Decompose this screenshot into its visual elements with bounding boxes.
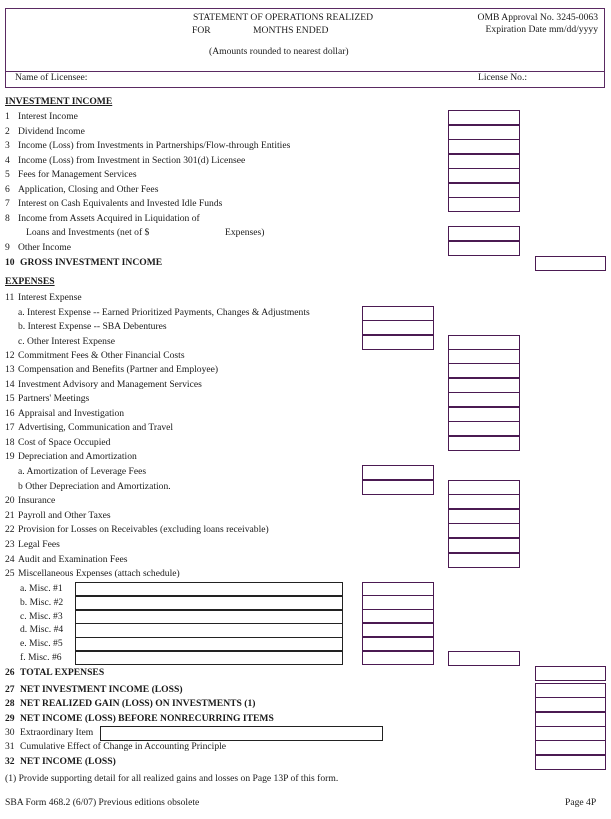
amount-field[interactable] [362, 637, 434, 651]
amounts-note: (Amounts rounded to nearest dollar) [209, 46, 349, 57]
line-label: Interest on Cash Equivalents and Invested Idle Funds [18, 198, 223, 209]
amount-field[interactable] [448, 139, 520, 155]
line-number: 12 [5, 350, 15, 361]
line-label: Other Income [18, 242, 72, 253]
line-label: Income (Loss) from Investment in Section 301(d) Licensee [18, 155, 246, 166]
line-number: 31 [5, 741, 15, 752]
license-number-label: License No.: [478, 72, 528, 83]
line-label: Provision for Losses on Receivables (excluding loans receivable) [18, 524, 269, 535]
amount-field[interactable] [448, 523, 520, 539]
amount-field[interactable] [448, 553, 520, 569]
line-label: c. Other Interest Expense [18, 336, 115, 347]
amount-field[interactable] [448, 226, 520, 242]
line-number: 26 [5, 667, 15, 678]
expiration-date: Expiration Date mm/dd/yyyy [485, 24, 598, 35]
line-label: Cumulative Effect of Change in Accounting Principle [20, 741, 227, 752]
misc-description-field[interactable] [75, 651, 343, 665]
line-number: 22 [5, 524, 15, 535]
months-ended-label: MONTHS ENDED [253, 25, 329, 36]
line-number: 6 [5, 184, 10, 195]
amount-field[interactable] [362, 480, 434, 496]
line-label: NET INVESTMENT INCOME (LOSS) [20, 684, 183, 695]
line-label: Application, Closing and Other Fees [18, 184, 159, 195]
misc-description-field[interactable] [75, 596, 343, 610]
section-heading: EXPENSES [5, 276, 55, 287]
amount-field[interactable] [448, 197, 520, 213]
amount-field[interactable] [362, 609, 434, 623]
line-number: 3 [5, 140, 10, 151]
line-number: 17 [5, 422, 15, 433]
line-number: 15 [5, 393, 15, 404]
line-number: 24 [5, 554, 15, 565]
amount-field[interactable] [448, 241, 520, 257]
amount-field[interactable] [448, 421, 520, 437]
line-label: a. Misc. #1 [20, 583, 63, 594]
line-label: Insurance [18, 495, 56, 506]
line-number: 5 [5, 169, 10, 180]
line-number: 18 [5, 437, 15, 448]
line-number: 27 [5, 684, 15, 695]
misc-description-field[interactable] [75, 610, 343, 624]
footnote: (1) Provide supporting detail for all realized gains and losses on Page 13P of this form. [5, 773, 339, 784]
amount-field[interactable] [535, 256, 606, 272]
line-label: Audit and Examination Fees [18, 554, 128, 565]
line-number: 30 [5, 727, 15, 738]
line-number: 16 [5, 408, 15, 419]
line-label: a. Interest Expense -- Earned Prioritized Payments, Changes & Adjustments [18, 307, 310, 318]
amount-field[interactable] [448, 494, 520, 510]
line-number: 13 [5, 364, 15, 375]
amount-field[interactable] [362, 623, 434, 637]
line-label: NET REALIZED GAIN (LOSS) ON INVESTMENTS (1) [20, 698, 256, 709]
line-label: Advertising, Communication and Travel [18, 422, 174, 433]
line-label: Interest Income [18, 111, 78, 122]
amount-field[interactable] [362, 595, 434, 609]
line-label: Compensation and Benefits (Partner and Employee) [18, 364, 219, 375]
line-label: Extraordinary Item [20, 727, 94, 738]
misc-description-field[interactable] [75, 623, 343, 637]
line-label: Investment Advisory and Management Services [18, 379, 202, 390]
line-number: 8 [5, 213, 10, 224]
form-number: SBA Form 468.2 (6/07) Previous editions obsolete [5, 797, 200, 808]
amount-field[interactable] [448, 436, 520, 452]
line-label: Income (Loss) from Investments in Partnerships/Flow-through Entities [18, 140, 291, 151]
line-label: e. Misc. #5 [20, 638, 63, 650]
amount-field[interactable] [448, 651, 520, 667]
misc-description-field[interactable] [75, 637, 343, 651]
misc-description-field[interactable] [75, 582, 343, 596]
line-number: 29 [5, 713, 15, 724]
line-label: Income from Assets Acquired in Liquidation of [18, 213, 200, 224]
amount-field[interactable] [362, 320, 434, 336]
line-label: NET INCOME (LOSS) [20, 756, 116, 767]
line-label: Legal Fees [18, 539, 60, 550]
amount-field[interactable] [535, 697, 606, 713]
amount-field[interactable] [448, 392, 520, 408]
line-number: 23 [5, 539, 15, 550]
line-label: Partners' Meetings [18, 393, 90, 404]
line-number: 14 [5, 379, 15, 390]
line-number: 11 [5, 292, 15, 303]
for-label: FOR [192, 25, 211, 36]
line-number: 1 [5, 111, 10, 122]
amount-field[interactable] [448, 110, 520, 126]
amount-field[interactable] [535, 755, 606, 771]
form-title: STATEMENT OF OPERATIONS REALIZED [193, 12, 374, 23]
line-label: Cost of Space Occupied [18, 437, 111, 448]
line-label: GROSS INVESTMENT INCOME [20, 257, 163, 268]
line-label: Depreciation and Amortization [18, 451, 137, 462]
section-heading: INVESTMENT INCOME [5, 96, 113, 107]
line-label: Interest Expense [18, 292, 82, 303]
line-number: 4 [5, 155, 10, 166]
line-number: 25 [5, 568, 15, 579]
amount-field[interactable] [535, 740, 606, 756]
line-label: Commitment Fees & Other Financial Costs [18, 350, 185, 361]
extraordinary-item-field[interactable] [100, 726, 383, 741]
line-number: 9 [5, 242, 10, 253]
line-label: Dividend Income [18, 126, 85, 137]
line-label: d. Misc. #4 [20, 624, 64, 636]
line-label-suffix: Expenses) [225, 227, 265, 238]
line-label: b. Interest Expense -- SBA Debentures [18, 321, 167, 332]
line-label: Fees for Management Services [18, 169, 137, 180]
omb-approval: OMB Approval No. 3245-0063 [477, 12, 598, 23]
line-label: Appraisal and Investigation [18, 408, 125, 419]
line-number: 7 [5, 198, 10, 209]
amount-field[interactable] [362, 651, 434, 665]
line-number: 10 [5, 257, 15, 268]
amount-field[interactable] [362, 335, 434, 351]
line-label: b. Misc. #2 [20, 596, 64, 608]
line-number: 2 [5, 126, 10, 137]
amount-field[interactable] [535, 666, 606, 682]
line-number: 28 [5, 698, 15, 709]
amount-field[interactable] [362, 465, 434, 481]
line-label: TOTAL EXPENSES [20, 667, 105, 678]
line-label: NET INCOME (LOSS) BEFORE NONRECURRING ITEMS [20, 713, 274, 724]
line-number: 21 [5, 510, 15, 521]
line-label: Miscellaneous Expenses (attach schedule) [18, 568, 180, 579]
line-number: 19 [5, 451, 15, 462]
line-label: c. Misc. #3 [20, 610, 63, 622]
amount-field[interactable] [448, 538, 520, 554]
line-number: 32 [5, 756, 15, 767]
line-number: 20 [5, 495, 15, 506]
page-number: Page 4P [565, 797, 597, 808]
amount-field[interactable] [448, 168, 520, 184]
line-label: a. Amortization of Leverage Fees [18, 466, 147, 477]
amount-field[interactable] [362, 582, 434, 596]
line-label: Loans and Investments (net of $ [26, 227, 150, 238]
amount-field[interactable] [448, 363, 520, 379]
line-label: b Other Depreciation and Amortization. [18, 481, 171, 492]
licensee-name-label: Name of Licensee: [15, 72, 88, 83]
line-label: Payroll and Other Taxes [18, 510, 111, 521]
line-label: f. Misc. #6 [20, 652, 62, 663]
